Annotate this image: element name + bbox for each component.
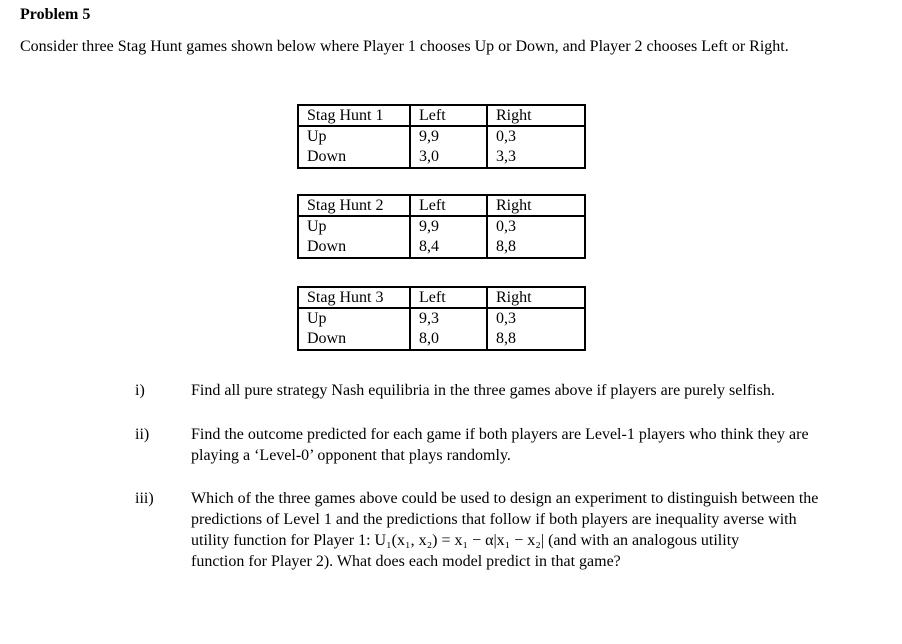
row-label: Up <box>298 126 410 147</box>
payoff-cell: 9,9 <box>410 216 487 237</box>
question-number: ii) <box>135 426 150 443</box>
table-row <box>298 329 585 350</box>
game-table-stag-hunt-3 <box>297 286 586 351</box>
question-line: predictions of Level 1 and the predictions that follow if both players are inequality averse with <box>191 511 797 528</box>
payoff-cell: 8,8 <box>487 237 585 258</box>
question-line: utility function for Player 1: U₁(x₁, x₂) = x₁ − α|x₁ − x₂| (and with an analogous utility <box>191 532 740 549</box>
row-label: Down <box>298 237 410 258</box>
row-label: Down <box>298 147 410 168</box>
problem-title: Problem 5 <box>20 6 91 23</box>
question-number: i) <box>135 382 145 399</box>
row-label: Up <box>298 308 410 329</box>
payoff-cell: 3,3 <box>487 147 585 168</box>
table-row <box>298 237 585 258</box>
table-header-row <box>298 105 585 126</box>
problem-intro: Consider three Stag Hunt games shown below where Player 1 chooses Up or Down, and Player 2 chooses Left or Right. <box>20 38 789 55</box>
question-line: Find all pure strategy Nash equilibria in the three games above if players are purely selfish. <box>191 382 775 399</box>
column-header-right: Right <box>487 105 585 126</box>
payoff-cell: 0,3 <box>487 308 585 329</box>
row-label: Down <box>298 329 410 350</box>
table-row <box>298 308 585 329</box>
game-name: Stag Hunt 1 <box>298 105 410 126</box>
column-header-right: Right <box>487 195 585 216</box>
payoff-cell: 9,3 <box>410 308 487 329</box>
payoff-cell: 0,3 <box>487 216 585 237</box>
question-text <box>191 424 881 466</box>
table-header-row <box>298 195 585 216</box>
payoff-cell: 8,8 <box>487 329 585 350</box>
row-label: Up <box>298 216 410 237</box>
question-text <box>191 380 881 401</box>
payoff-cell: 3,0 <box>410 147 487 168</box>
table-row <box>298 216 585 237</box>
question-line: Find the outcome predicted for each game if both players are Level-1 players who think they are <box>191 426 809 443</box>
payoff-cell: 0,3 <box>487 126 585 147</box>
column-header-left: Left <box>410 195 487 216</box>
question-line: Which of the three games above could be used to design an experiment to distinguish between the <box>191 490 819 507</box>
column-header-left: Left <box>410 287 487 308</box>
column-header-left: Left <box>410 105 487 126</box>
payoff-cell: 8,4 <box>410 237 487 258</box>
table-row <box>298 147 585 168</box>
game-table-stag-hunt-1 <box>297 104 586 169</box>
question-number: iii) <box>135 490 154 507</box>
table-row <box>298 126 585 147</box>
payoff-cell: 9,9 <box>410 126 487 147</box>
table-header-row <box>298 287 585 308</box>
game-table-stag-hunt-2 <box>297 194 586 259</box>
column-header-right: Right <box>487 287 585 308</box>
payoff-cell: 8,0 <box>410 329 487 350</box>
question-line: function for Player 2). What does each model predict in that game? <box>191 553 621 570</box>
question-line: playing a ‘Level-0’ opponent that plays randomly. <box>191 447 511 464</box>
question-text <box>191 488 881 572</box>
game-name: Stag Hunt 2 <box>298 195 410 216</box>
game-name: Stag Hunt 3 <box>298 287 410 308</box>
